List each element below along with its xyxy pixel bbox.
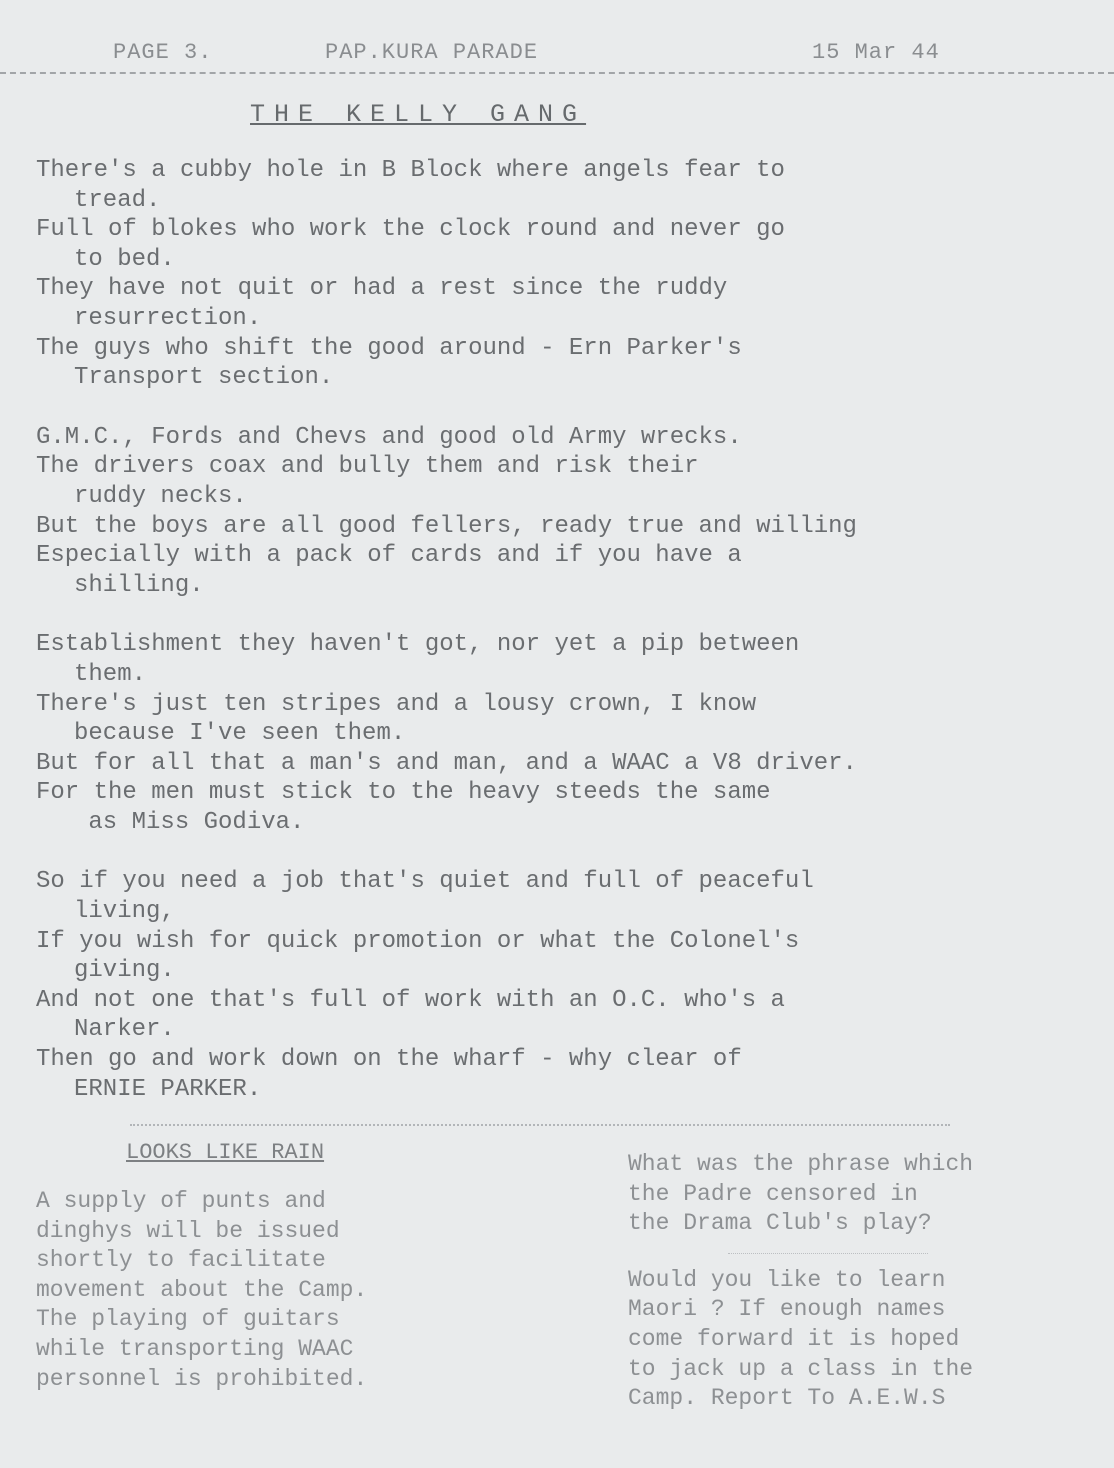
notice-line: shortly to facilitate	[36, 1247, 326, 1274]
padre-question	[628, 1150, 1098, 1239]
notice-line: personnel is prohibited.	[36, 1365, 368, 1392]
poem-line: Transport section.	[74, 364, 334, 392]
poem-line: ERNIE PARKER.	[74, 1075, 262, 1103]
note-line: come forward it is hoped	[628, 1325, 960, 1352]
poem-line: They have not quit or had a rest since the ruddy	[36, 275, 728, 303]
notice-line: while transporting WAAC	[36, 1335, 354, 1362]
poem-line: resurrection.	[74, 304, 262, 332]
poem-line: them.	[74, 660, 147, 688]
poem-title: THE KELLY GANG	[250, 100, 587, 129]
note-line: the Drama Club's play?	[628, 1210, 932, 1237]
note-line: to jack up a class in the	[628, 1355, 974, 1382]
notice-title: LOOKS LIKE RAIN	[126, 1140, 325, 1165]
stanza	[36, 630, 1096, 837]
poem-line: There's just ten stripes and a lousy crown, I know	[36, 690, 757, 718]
poem-line: And not one that's full of work with an O.C. who's a	[36, 986, 785, 1014]
poem-body	[36, 156, 1096, 1134]
notice-line: A supply of punts and	[36, 1188, 326, 1214]
issue-date: 15 Mar 44	[812, 40, 940, 65]
note-line: Would you like to learn	[628, 1266, 946, 1293]
poem-line: giving.	[74, 957, 175, 985]
notice-line: The playing of guitars	[36, 1306, 340, 1333]
publication-name: PAP.KURA PARADE	[325, 40, 539, 65]
poem-line: The drivers coax and bully them and risk their	[36, 453, 699, 481]
poem-line: Then go and work down on the wharf - why clear of	[36, 1046, 742, 1074]
poem-line: living,	[74, 898, 175, 926]
poem-line: So if you need a job that's quiet and full of peaceful	[36, 868, 814, 896]
header-rule	[0, 72, 1114, 74]
note-line: What was the phrase which	[628, 1151, 974, 1177]
notice-line: dinghys will be issued	[36, 1217, 340, 1244]
poem-line: If you wish for quick promotion or what the Colonel's	[36, 927, 800, 955]
notice-body	[36, 1187, 556, 1394]
stanza	[36, 423, 1096, 601]
stanza	[36, 867, 1096, 1104]
poem-line: But the boys are all good fellers, ready true and willing	[36, 512, 857, 540]
maori-class-notice	[628, 1266, 1098, 1414]
page-number: PAGE 3.	[113, 40, 213, 65]
note-line: Maori ? If enough names	[628, 1296, 946, 1323]
right-notes	[628, 1150, 1098, 1414]
poem-line: The guys who shift the good around - Ern Parker's	[36, 334, 742, 362]
poem-line: as Miss Godiva.	[74, 808, 305, 836]
poem-line: to bed.	[74, 245, 175, 273]
poem-line: Full of blokes who work the clock round and never go	[36, 216, 785, 244]
poem-line: For the men must stick to the heavy steeds the same	[36, 779, 771, 807]
poem-line: But for all that a man's and man, and a WAAC a V8 driver.	[36, 749, 857, 777]
poem-line: There's a cubby hole in B Block where angels fear to	[36, 157, 785, 184]
stanza	[36, 156, 1096, 393]
poem-line: ruddy necks.	[74, 482, 247, 510]
notice-line: movement about the Camp.	[36, 1276, 368, 1303]
note-line: the Padre censored in	[628, 1180, 918, 1207]
poem-line: Especially with a pack of cards and if you have a	[36, 542, 742, 570]
poem-line: Narker.	[74, 1016, 175, 1044]
poem-line: tread.	[74, 186, 161, 214]
notes-divider	[728, 1253, 928, 1254]
poem-line: G.M.C., Fords and Chevs and good old Army wrecks.	[36, 423, 742, 451]
poem-line: Establishment they haven't got, nor yet a pip between	[36, 631, 800, 659]
poem-line: because I've seen them.	[74, 720, 406, 748]
poem-line: shilling.	[74, 571, 204, 599]
looks-like-rain-notice	[36, 1140, 556, 1394]
section-divider	[130, 1124, 950, 1126]
note-line: Camp. Report To A.E.W.S	[628, 1385, 946, 1412]
